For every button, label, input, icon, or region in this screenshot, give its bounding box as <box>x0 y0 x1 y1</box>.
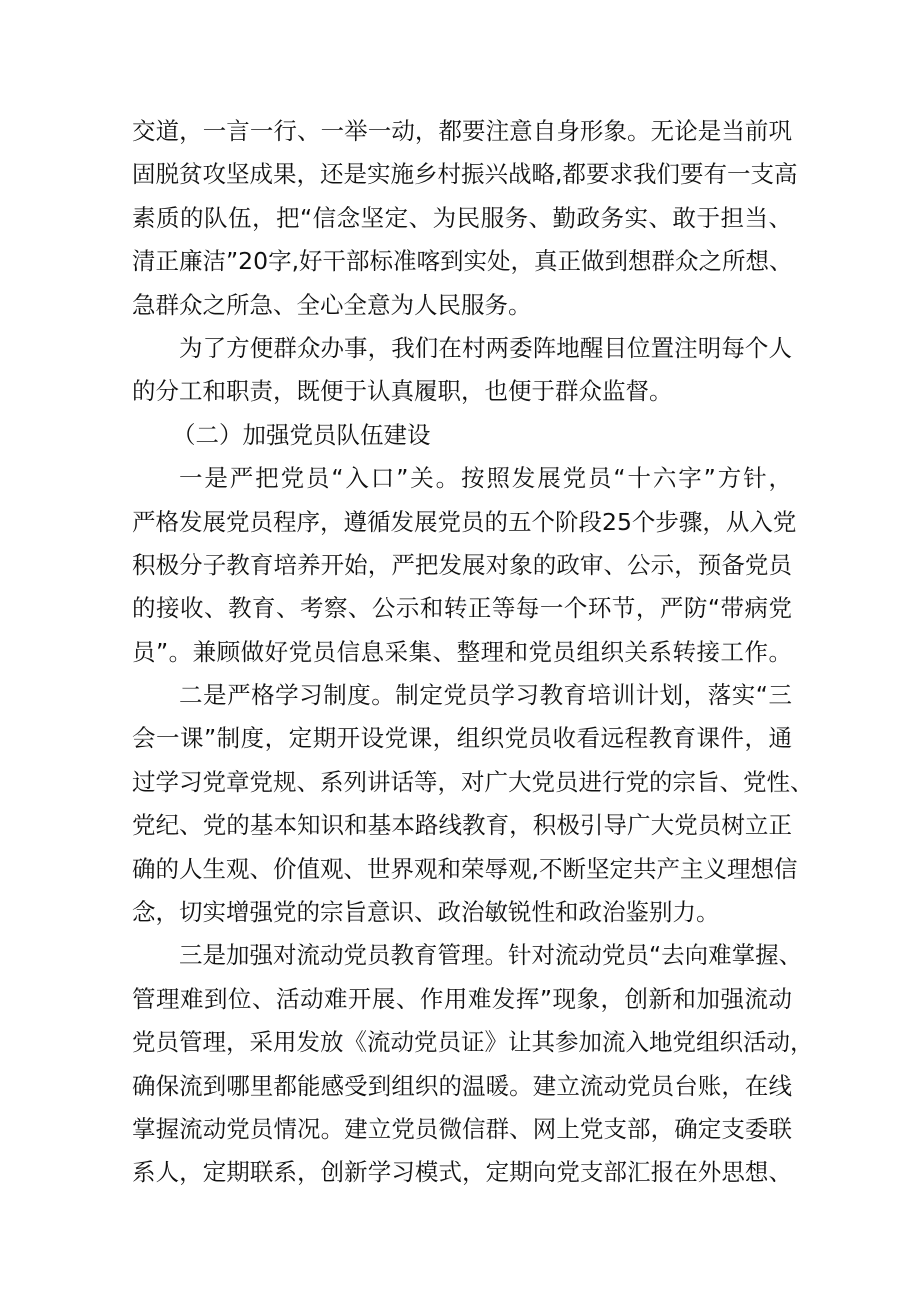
text-line: 的分工和职责，既便于认真履职，也便于群众监督。 <box>132 377 673 406</box>
text-line: 三是加强对流动党员教育管理。针对流动党员“去向难掌握、 <box>179 941 803 970</box>
text-line: 员”。兼顾做好党员信息采集、整理和党员组织关系转接工作。 <box>132 637 792 666</box>
text-line: 积极分子教育培养开始，严把发展对象的政审、公示，预备党员 <box>132 550 792 579</box>
text-line: 党纪、党的基本知识和基本路线教育，积极引导广大党员树立正 <box>132 811 792 840</box>
text-line: 的接收、教育、考察、公示和转正等每一个环节，严防“带病党 <box>132 594 792 623</box>
text-line: 党员管理，采用发放《流动党员证》让其参加流入地党组织活动， <box>132 1028 814 1057</box>
text-line: 念，切实增强党的宗旨意识、政治敏锐性和政治鉴别力。 <box>132 898 720 927</box>
text-line: 为了方便群众办事，我们在村两委阵地醒目位置注明每个人 <box>179 333 792 362</box>
text-line: 确保流到哪里都能感受到组织的温暖。建立流动党员台账，在线 <box>132 1071 792 1100</box>
text-line: 系人，定期联系，创新学习模式，定期向党支部汇报在外思想、 <box>132 1158 792 1187</box>
text-line: 过学习党章党规、系列讲话等，对广大党员进行党的宗旨、党性、 <box>132 767 814 796</box>
text-line: 严格发展党员程序，遵循发展党员的五个阶段25个步骤，从入党 <box>132 507 797 536</box>
text-line: 会一课”制度，定期开设党课，组织党员收看远程教育课件，通 <box>132 724 792 753</box>
text-line: 清正廉洁”20字,好干部标准喀到实处，真正做到想群众之所想、 <box>132 247 793 276</box>
text-line: 确的人生观、价值观、世界观和荣辱观,不断坚定共产主义理想信 <box>132 854 798 883</box>
text-line: 急群众之所急、全心全意为人民服务。 <box>132 290 532 319</box>
text-line: 掌握流动党员情况。建立党员微信群、网上党支部，确定支委联 <box>132 1114 792 1143</box>
text-line: 交道，一言一行、一举一动，都要注意自身形象。无论是当前巩 <box>132 117 792 145</box>
section-heading: （二）加强党员队伍建设 <box>172 420 431 449</box>
document-body <box>132 110 814 1195</box>
text-line: 二是严格学习制度。制定党员学习教育培训计划，落实“三 <box>179 681 792 710</box>
text-line: 一是严把党员“入口”关。按照发展党员“十六字”方针， <box>179 464 792 493</box>
text-line: 素质的队伍，把“信念坚定、为民服务、勤政务实、敢于担当、 <box>132 203 792 232</box>
text-line: 固脱贫攻坚成果，还是实施乡村振兴战略,都要求我们要有一支高 <box>132 160 798 189</box>
text-line: 管理难到位、活动难开展、作用难发挥”现象，创新和加强流动 <box>132 984 792 1013</box>
